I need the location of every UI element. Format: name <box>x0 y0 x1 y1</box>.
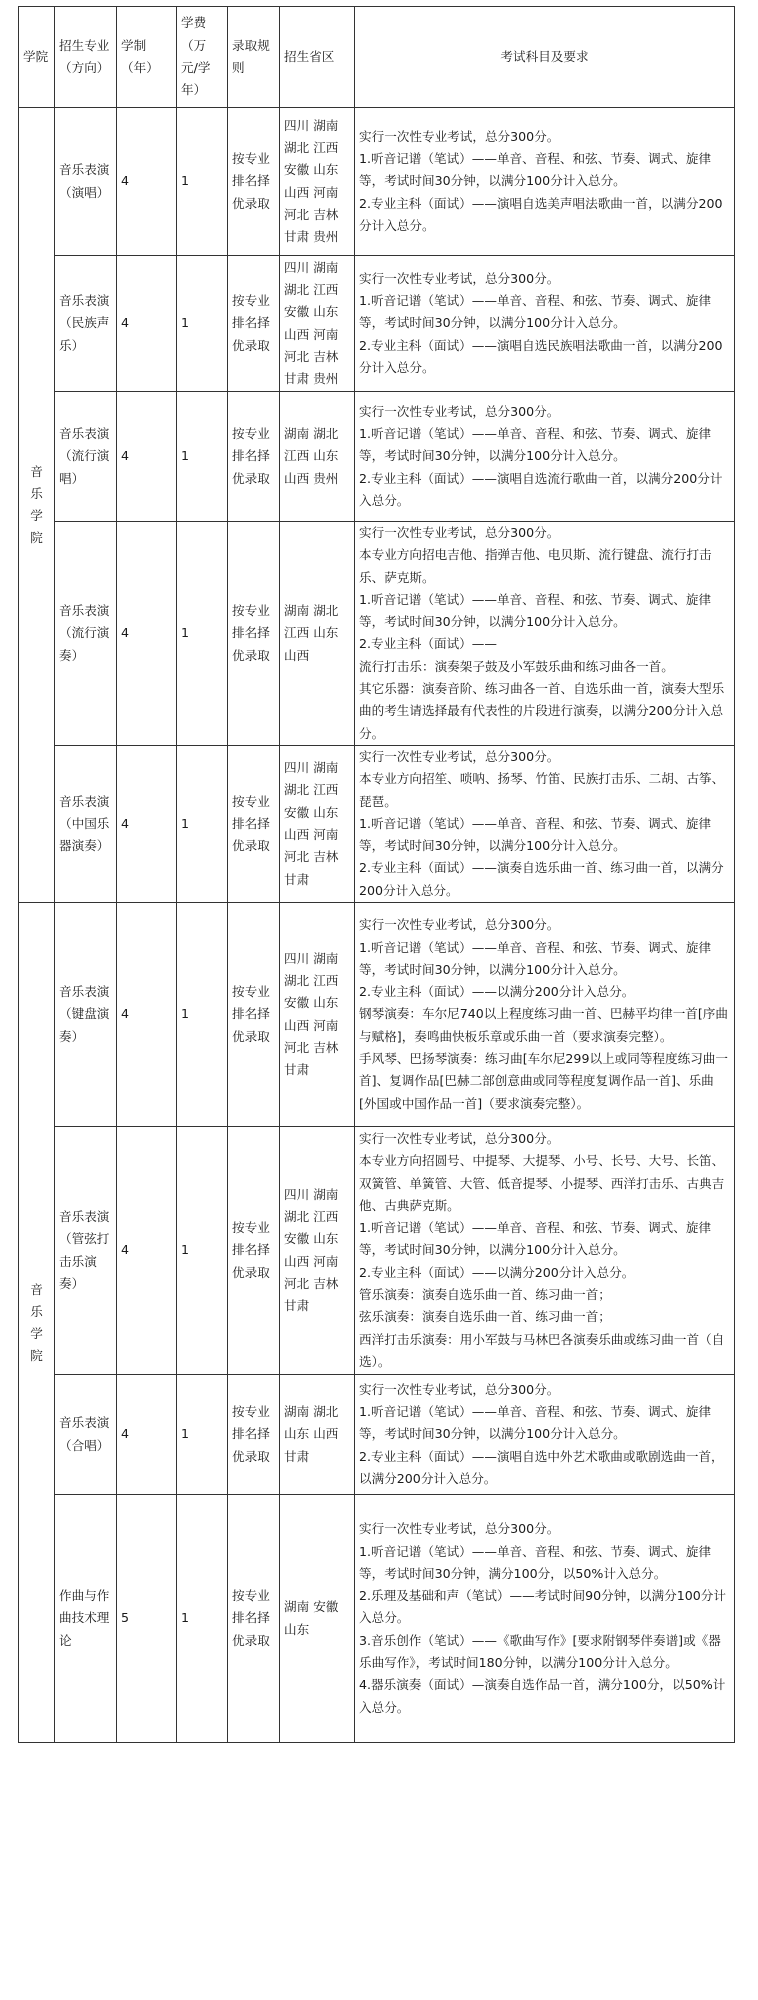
exam-line: 2.专业主科（面试）——演唱自选美声唱法歌曲一首，以满分200分计入总分。 <box>359 195 723 233</box>
tuition-cell: 1 <box>177 1127 228 1375</box>
header-row <box>19 7 735 108</box>
exam-line: 实行一次性专业考试，总分300分。 <box>359 1381 560 1397</box>
header-tuition: 学费（万元/学年） <box>177 7 228 108</box>
admission-rule-cell: 按专业排名择优录取 <box>228 1127 280 1375</box>
exam-line: 实行一次性专业考试，总分300分。 <box>359 917 560 933</box>
header-duration: 学制（年） <box>117 7 177 108</box>
exam-line: 2.专业主科（面试）——以满分200分计入总分。 <box>359 984 635 1000</box>
provinces-cell: 湖南 湖北 江西 山东 山西 <box>280 522 355 746</box>
major-cell: 音乐表演（民族声乐） <box>55 256 117 392</box>
exam-line: 2.专业主科（面试）——以满分200分计入总分。 <box>359 1264 635 1280</box>
exam-requirements-cell <box>355 108 735 256</box>
major-cell: 作曲与作曲技术理论 <box>55 1495 117 1743</box>
major-cell: 音乐表演（合唱） <box>55 1375 117 1495</box>
provinces-cell: 四川 湖南 湖北 江西 安徽 山东 山西 河南 河北 吉林 甘肃 贵州 <box>280 256 355 392</box>
exam-line: 1.听音记谱（笔试）——单音、音程、和弦、节奏、调式、旋律等，考试时间30分钟，满分100分，以50%计入总分。 <box>359 1543 712 1581</box>
major-cell: 音乐表演（演唱） <box>55 108 117 256</box>
exam-line: 2.专业主科（面试）——演奏自选乐曲一首、练习曲一首，以满分200分计入总分。 <box>359 860 724 898</box>
table-body <box>19 108 735 1743</box>
duration-cell: 4 <box>117 1375 177 1495</box>
exam-line: 实行一次性专业考试，总分300分。 <box>359 403 560 419</box>
table-row <box>19 903 735 1127</box>
exam-line: 2.专业主科（面试）——演唱自选民族唱法歌曲一首，以满分200分计入总分。 <box>359 337 723 375</box>
exam-requirements-cell <box>355 903 735 1127</box>
table-row <box>19 256 735 392</box>
major-cell: 音乐表演（键盘演奏） <box>55 903 117 1127</box>
tuition-cell: 1 <box>177 1375 228 1495</box>
exam-requirements-cell <box>355 256 735 392</box>
admission-rule-cell: 按专业排名择优录取 <box>228 392 280 522</box>
admission-rule-cell: 按专业排名择优录取 <box>228 522 280 746</box>
provinces-cell: 四川 湖南 湖北 江西 安徽 山东 山西 河南 河北 吉林 甘肃 <box>280 903 355 1127</box>
header-college: 学院 <box>19 7 55 108</box>
exam-line: 1.听音记谱（笔试）——单音、音程、和弦、节奏、调式、旋律等，考试时间30分钟，以满分100分计入总分。 <box>359 591 712 630</box>
admission-rule-cell: 按专业排名择优录取 <box>228 1375 280 1495</box>
exam-line: 实行一次性专业考试，总分300分。 <box>359 1130 560 1146</box>
exam-line: 实行一次性专业考试，总分300分。 <box>359 525 560 540</box>
college-name: 音 乐 学 院 <box>30 1281 43 1363</box>
header-exam: 考试科目及要求 <box>355 7 735 108</box>
exam-line: 手风琴、巴扬琴演奏：练习曲[车尔尼299以上或同等程度练习曲一首]、复调作品[巴赫二部创意曲或同等程度复调作品一首]、乐曲[外国或中国作品一首]（要求演奏完整）。 <box>359 1050 728 1111</box>
tuition-cell: 1 <box>177 745 228 902</box>
exam-line: 本专业方向招电吉他、指弹吉他、电贝斯、流行键盘、流行打击乐、萨克斯。 <box>359 547 712 585</box>
duration-cell: 4 <box>117 108 177 256</box>
exam-line: 3.音乐创作（笔试）——《歌曲写作》[要求附钢琴伴奏谱]或《器乐曲写作》，考试时间180分钟，以满分100分计入总分。 <box>359 1632 721 1670</box>
exam-line: 实行一次性专业考试，总分300分。 <box>359 748 560 764</box>
table-row <box>19 1127 735 1375</box>
duration-cell: 4 <box>117 903 177 1127</box>
tuition-cell: 1 <box>177 256 228 392</box>
table-row <box>19 745 735 902</box>
admission-rule-cell: 按专业排名择优录取 <box>228 745 280 902</box>
college-cell <box>19 108 55 903</box>
exam-line: 实行一次性专业考试，总分300分。 <box>359 270 560 286</box>
exam-line: 1.听音记谱（笔试）——单音、音程、和弦、节奏、调式、旋律等，考试时间30分钟，以满分100分计入总分。 <box>359 815 712 854</box>
table-row <box>19 392 735 522</box>
exam-line: 1.听音记谱（笔试）——单音、音程、和弦、节奏、调式、旋律等，考试时间30分钟，以满分100分计入总分。 <box>359 939 712 977</box>
major-cell: 音乐表演（流行演唱） <box>55 392 117 522</box>
exam-line: 钢琴演奏：车尔尼740以上程度练习曲一首、巴赫平均律一首[序曲与赋格]，奏鸣曲快板乐章或乐曲一首（要求演奏完整）。 <box>359 1006 728 1044</box>
college-name: 音 乐 学 院 <box>30 464 43 546</box>
exam-requirements-cell <box>355 1495 735 1743</box>
duration-cell: 4 <box>117 745 177 902</box>
tuition-cell: 1 <box>177 392 228 522</box>
admission-rule-cell: 按专业排名择优录取 <box>228 903 280 1127</box>
exam-line: 西洋打击乐演奏：用小军鼓与马林巴各演奏乐曲或练习曲一首（自选）。 <box>359 1331 725 1369</box>
duration-cell: 4 <box>117 256 177 392</box>
exam-requirements-cell <box>355 1127 735 1375</box>
provinces-cell: 四川 湖南 湖北 江西 安徽 山东 山西 河南 河北 吉林 甘肃 <box>280 745 355 902</box>
exam-line: 1.听音记谱（笔试）——单音、音程、和弦、节奏、调式、旋律等，考试时间30分钟，以满分100分计入总分。 <box>359 426 712 464</box>
exam-line: 2.专业主科（面试）——演唱自选流行歌曲一首，以满分200分计入总分。 <box>359 470 723 508</box>
exam-line: 1.听音记谱（笔试）——单音、音程、和弦、节奏、调式、旋律等，考试时间30分钟，以满分100分计入总分。 <box>359 293 712 331</box>
header-admission-rule: 录取规则 <box>228 7 280 108</box>
table-row <box>19 1495 735 1743</box>
exam-line: 管乐演奏：演奏自选乐曲一首、练习曲一首； <box>359 1286 611 1302</box>
tuition-cell: 1 <box>177 1495 228 1743</box>
exam-line: 1.听音记谱（笔试）——单音、音程、和弦、节奏、调式、旋律等，考试时间30分钟，以满分100分计入总分。 <box>359 1404 712 1442</box>
major-cell: 音乐表演（流行演奏） <box>55 522 117 746</box>
header-major: 招生专业（方向） <box>55 7 117 108</box>
exam-line: 弦乐演奏：演奏自选乐曲一首、练习曲一首； <box>359 1309 611 1325</box>
exam-line: 1.听音记谱（笔试）——单音、音程、和弦、节奏、调式、旋律等，考试时间30分钟，以满分100分计入总分。 <box>359 151 712 189</box>
exam-requirements-cell <box>355 522 735 746</box>
provinces-cell: 湖南 安徽 山东 <box>280 1495 355 1743</box>
admission-rule-cell: 按专业排名择优录取 <box>228 108 280 256</box>
exam-line: 实行一次性专业考试，总分300分。 <box>359 128 560 144</box>
table-row <box>19 522 735 746</box>
duration-cell: 4 <box>117 392 177 522</box>
tuition-cell: 1 <box>177 108 228 256</box>
major-cell: 音乐表演（管弦打击乐演奏） <box>55 1127 117 1375</box>
exam-line: 流行打击乐：演奏架子鼓及小军鼓乐曲和练习曲各一首。 <box>359 658 674 674</box>
provinces-cell: 四川 湖南 湖北 江西 安徽 山东 山西 河南 河北 吉林 甘肃 贵州 <box>280 108 355 256</box>
admission-rule-cell: 按专业排名择优录取 <box>228 1495 280 1743</box>
exam-line: 本专业方向招圆号、中提琴、大提琴、小号、长号、大号、长笛、双簧管、单簧管、大管、低音提琴、小提琴、西洋打击乐、古典吉他、古典萨克斯。 <box>359 1153 725 1213</box>
table-row <box>19 108 735 256</box>
duration-cell: 5 <box>117 1495 177 1743</box>
header-provinces: 招生省区 <box>280 7 355 108</box>
exam-line: 本专业方向招笙、唢呐、扬琴、竹笛、民族打击乐、二胡、古筝、琵琶。 <box>359 771 725 809</box>
tuition-cell: 1 <box>177 522 228 746</box>
duration-cell: 4 <box>117 1127 177 1375</box>
admission-rule-cell: 按专业排名择优录取 <box>228 256 280 392</box>
exam-line: 2.专业主科（面试）——演唱自选中外艺术歌曲或歌剧选曲一首，以满分200分计入总分。 <box>359 1448 724 1486</box>
tuition-cell: 1 <box>177 903 228 1127</box>
provinces-cell: 湖南 湖北 山东 山西 甘肃 <box>280 1375 355 1495</box>
exam-requirements-cell <box>355 745 735 902</box>
exam-requirements-cell <box>355 1375 735 1495</box>
duration-cell: 4 <box>117 522 177 746</box>
table-row <box>19 1375 735 1495</box>
provinces-cell: 湖南 湖北 江西 山东 山西 贵州 <box>280 392 355 522</box>
exam-line: 其它乐器：演奏音阶、练习曲各一首、自选乐曲一首，演奏大型乐曲的考生请选择最有代表性的片段进行演奏，以满分200分计入总分。 <box>359 681 725 741</box>
major-cell: 音乐表演（中国乐器演奏） <box>55 745 117 902</box>
exam-requirements-cell <box>355 392 735 522</box>
admissions-table <box>18 6 735 1743</box>
college-cell <box>19 903 55 1743</box>
exam-line: 实行一次性专业考试，总分300分。 <box>359 1521 560 1537</box>
provinces-cell: 四川 湖南 湖北 江西 安徽 山东 山西 河南 河北 吉林 甘肃 <box>280 1127 355 1375</box>
exam-line: 2.乐理及基础和声（笔试）——考试时间90分钟，以满分100分计入总分。 <box>359 1588 726 1626</box>
exam-line: 2.专业主科（面试）—— <box>359 636 497 652</box>
exam-line: 4.器乐演奏（面试）—演奏自选作品一首，满分100分，以50%计入总分。 <box>359 1677 726 1715</box>
exam-line: 1.听音记谱（笔试）——单音、音程、和弦、节奏、调式、旋律等，考试时间30分钟，以满分100分计入总分。 <box>359 1220 712 1258</box>
